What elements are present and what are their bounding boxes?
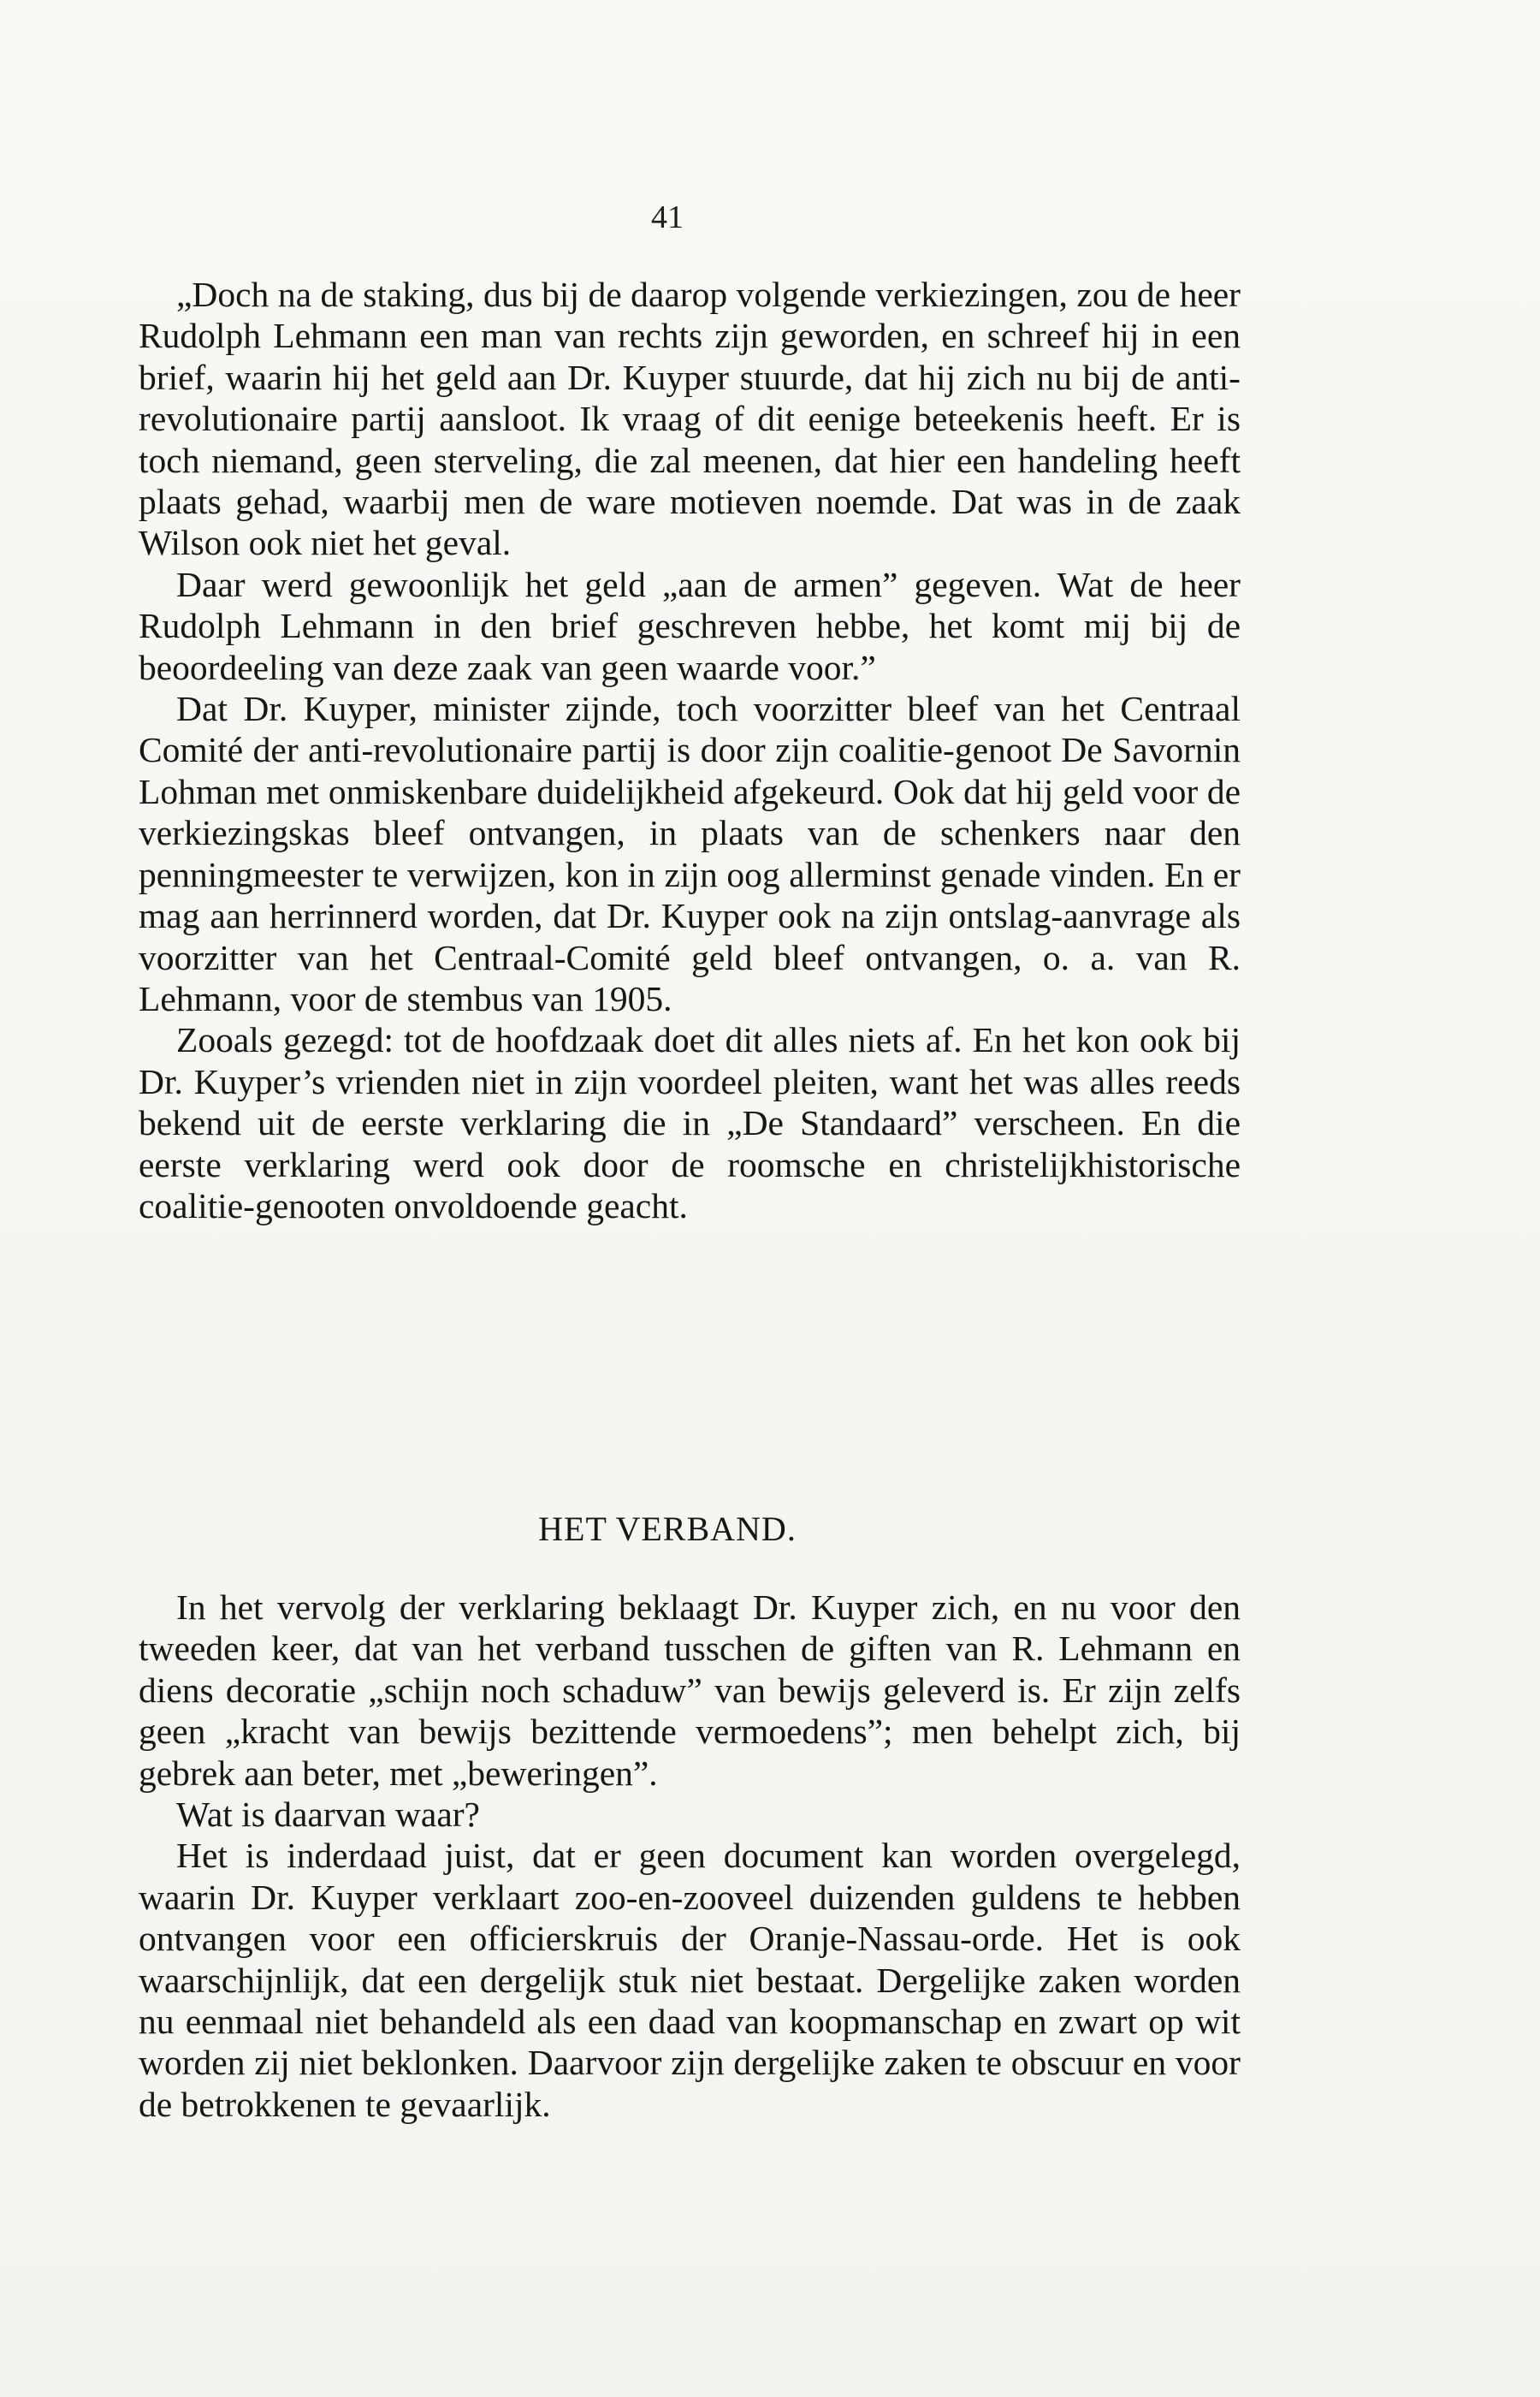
paragraph: Wat is daarvan waar? [176, 1795, 480, 1835]
paragraph: Zooals gezegd: tot de hoofdzaak doet dit alles niets af. En het kon ook bij Dr. Kuyper’s vrienden niet in zijn voordeel pleiten, want het was alles reeds bekend uit de eerste verklaring die in „De Standaard” verscheen. En die eerste verklaring werd ook door de roomsche en christelijkhistorische coalitie-genooten onvoldoende geacht. [139, 1020, 1241, 1225]
text-block-quote-and-commentary [139, 274, 1241, 1226]
page-number: 41 [651, 199, 684, 235]
section-heading: HET VERBAND. [538, 1510, 797, 1548]
paragraph: Dat Dr. Kuyper, minister zijnde, toch voorzitter bleef van het Centraal Comité der anti-revolutionaire partij is door zijn coalitie-genoot De Savornin Lohman met onmiskenbare duidelijkheid afgekeurd. Ook dat hij geld voor de verkiezingskas bleef ontvangen, in plaats van de schenkers naar den penningmeester te verwijzen, kon in zijn oog allerminst genade vinden. En er mag aan herrinnerd worden, dat Dr. Kuyper ook na zijn ontslag-aanvrage als voorzitter van het Centraal-Comité geld bleef ontvangen, o. a. van R. Lehmann, voor de stembus van 1905. [139, 689, 1241, 1018]
paragraph: Het is inderdaad juist, dat er geen document kan worden overgelegd, waarin Dr. Kuyper verklaart zoo-en-zooveel duizenden guldens te hebben ontvangen voor een officierskruis der Oranje-Nassau-orde. Het is ook waarschijnlijk, dat een dergelijk stuk niet bestaat. Dergelijke zaken worden nu eenmaal niet behandeld als een daad van koopmanschap en zwart op wit worden zij niet beklonken. Daarvoor zijn dergelijke zaken te obscuur en voor de betrokkenen te gevaarlijk. [139, 1836, 1241, 2124]
text-block-het-verband [139, 1587, 1241, 2125]
paragraph: Daar werd gewoonlijk het geld „aan de armen” gegeven. Wat de heer Rudolph Lehmann in den brief geschreven hebbe, het komt mij bij de beoordeeling van deze zaak van geen waarde voor.” [139, 564, 1241, 687]
paragraph: In het vervolg der verklaring beklaagt Dr. Kuyper zich, en nu voor den tweeden keer, dat van het verband tusschen de giften van R. Lehmann en diens decoratie „schijn noch schaduw” van bewijs geleverd is. Er zijn zelfs geen „kracht van bewijs bezittende vermoedens”; men behelpt zich, bij gebrek aan beter, met „beweringen”. [139, 1587, 1241, 1793]
paragraph: „Doch na de staking, dus bij de daarop volgende verkiezingen, zou de heer Rudolph Lehmann een man van rechts zijn geworden, en schreef hij in een brief, waarin hij het geld aan Dr. Kuyper stuurde, dat hij zich nu bij de antirevolutionaire partij aansloot. Ik vraag of dit eenige beteekenis heeft. Er is toch niemand, geen sterveling, die zal meenen, dat hier een handeling heeft plaats gehad, waarbij men de ware motieven noemde. Dat was in de zaak Wilson ook niet het geval. [139, 275, 1241, 563]
